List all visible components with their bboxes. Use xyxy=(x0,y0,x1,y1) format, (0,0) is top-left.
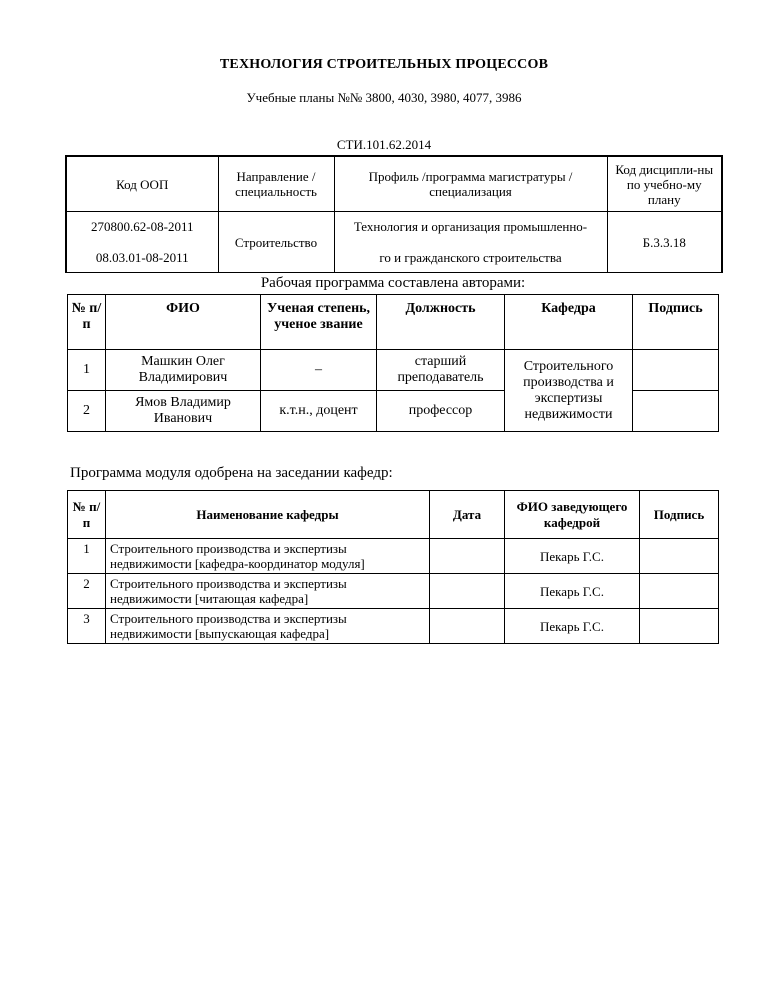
program-info-row xyxy=(66,212,722,273)
author-signature xyxy=(633,350,719,391)
header-oop-code: Код ООП xyxy=(66,156,218,212)
authors-header-position: Должность xyxy=(377,295,505,350)
header-profile: Профиль /программа магистратуры /специализация xyxy=(334,156,607,212)
author-position: профессор xyxy=(377,391,505,432)
approval-head: Пекарь Г.С. xyxy=(505,539,640,574)
approval-header-signature: Подпись xyxy=(640,491,719,539)
approval-table xyxy=(67,490,719,644)
authors-header-signature: Подпись xyxy=(633,295,719,350)
approval-date xyxy=(430,609,505,644)
approval-header-num: № п/п xyxy=(68,491,106,539)
author-fio: Ямов Владимир Иванович xyxy=(106,391,261,432)
oop-code-2: 08.03.01-08-2011 xyxy=(95,250,189,265)
approval-num: 2 xyxy=(68,574,106,609)
profile-cell xyxy=(334,212,607,273)
oop-code-1: 270800.62-08-2011 xyxy=(91,219,194,234)
approval-date xyxy=(430,574,505,609)
approval-department-name: Строительного производства и экспертизы недвижимости [читающая кафедра] xyxy=(106,574,430,609)
header-direction: Направление /специальность xyxy=(218,156,334,212)
profile-line-2: го и гражданского строительства xyxy=(379,250,562,265)
table-row xyxy=(68,574,719,609)
author-degree: – xyxy=(261,350,377,391)
approval-header-head: ФИО заведующего кафедрой xyxy=(505,491,640,539)
approval-num: 1 xyxy=(68,539,106,574)
discipline-code-cell: Б.3.3.18 xyxy=(607,212,722,273)
author-num: 1 xyxy=(68,350,106,391)
curriculum-plans: Учебные планы №№ 3800, 4030, 3980, 4077, 3986 xyxy=(246,90,522,105)
approval-head: Пекарь Г.С. xyxy=(505,574,640,609)
direction-cell: Строительство xyxy=(218,212,334,273)
authors-table xyxy=(67,294,719,432)
author-fio: Машкин Олег Владимирович xyxy=(106,350,261,391)
approval-num: 3 xyxy=(68,609,106,644)
authors-header-row xyxy=(68,295,719,350)
approval-header-date: Дата xyxy=(430,491,505,539)
authors-caption: Рабочая программа составлена авторами: xyxy=(260,275,526,291)
author-signature xyxy=(633,391,719,432)
approval-header-name: Наименование кафедры xyxy=(106,491,430,539)
table-row xyxy=(68,539,719,574)
approval-date xyxy=(430,539,505,574)
program-info-header-row xyxy=(66,156,722,212)
authors-header-department: Кафедра xyxy=(505,295,633,350)
profile-line-1: Технология и организация промышленно- xyxy=(353,219,588,234)
authors-header-fio: ФИО xyxy=(106,295,261,350)
program-info-table xyxy=(65,155,723,273)
approval-department-name: Строительного производства и экспертизы недвижимости [кафедра-координатор модуля] xyxy=(106,539,430,574)
author-position: старший преподаватель xyxy=(377,350,505,391)
header-discipline-code: Код дисципли-ны по учебно-му плану xyxy=(607,156,722,212)
approval-signature xyxy=(640,574,719,609)
authors-header-num: № п/п xyxy=(68,295,106,350)
table-row xyxy=(68,609,719,644)
table-row xyxy=(68,350,719,391)
document-title: ТЕХНОЛОГИЯ СТРОИТЕЛЬНЫХ ПРОЦЕССОВ xyxy=(219,57,549,72)
document-code: СТИ.101.62.2014 xyxy=(336,137,432,152)
approval-signature xyxy=(640,609,719,644)
approval-head: Пекарь Г.С. xyxy=(505,609,640,644)
author-degree: к.т.н., доцент xyxy=(261,391,377,432)
oop-code-cell xyxy=(66,212,218,273)
author-num: 2 xyxy=(68,391,106,432)
approval-signature xyxy=(640,539,719,574)
authors-header-degree: Ученая степень, ученое звание xyxy=(261,295,377,350)
approval-caption: Программа модуля одобрена на заседании кафедр: xyxy=(70,465,393,481)
approval-department-name: Строительного производства и экспертизы недвижимости [выпускающая кафедра] xyxy=(106,609,430,644)
approval-header-row xyxy=(68,491,719,539)
author-department: Строительного производства и экспертизы недвижимости xyxy=(505,350,633,432)
